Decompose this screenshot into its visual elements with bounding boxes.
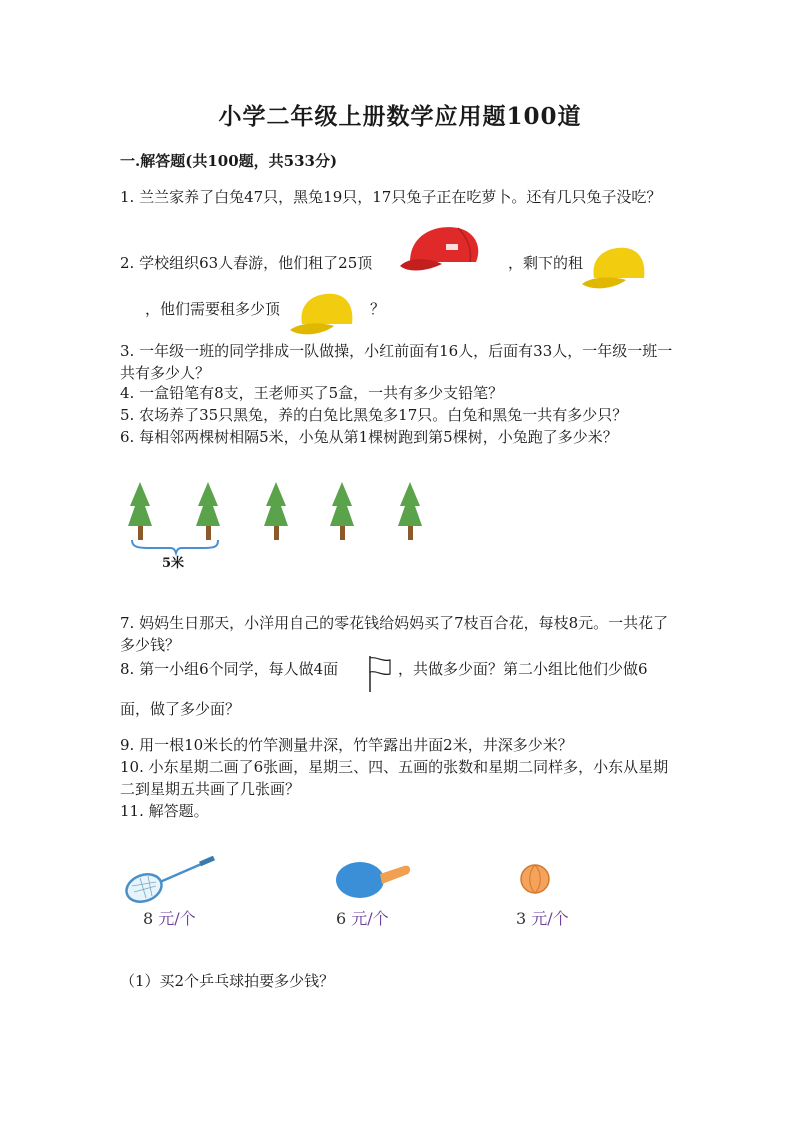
ball-icon <box>518 862 552 896</box>
question-10: 10. 小东星期二画了6张画，星期三、四、五画的张数和星期二同样多，小东从星期二到星期五共画了几张画？ <box>120 758 669 798</box>
question-8-part-2: ，共做多少面？第二小组比他们少做6 <box>398 660 648 678</box>
question-11: 11. 解答题。 <box>120 802 209 820</box>
question-2-part-3: ，他们需要租多少顶 <box>145 300 281 318</box>
price-unit: 元/个 <box>158 909 196 928</box>
question-2-part-2: ，剩下的租 <box>508 254 584 272</box>
price-value: 8 <box>143 909 154 928</box>
question-2-part-4: ？ <box>370 300 386 318</box>
question-3: 3. 一年级一班的同学排成一队做操，小红前面有16人，后面有33人，一年级一班一共有多少人？ <box>120 342 673 382</box>
price-value: 3 <box>516 909 527 928</box>
sub-question-1: （1）买2个乒乓球拍要多少钱？ <box>120 972 335 990</box>
question-7: 7. 妈妈生日那天，小洋用自己的零花钱给妈妈买了7枝百合花，每枝8元。一共花了多少钱？ <box>120 614 669 654</box>
page-title: 小学二年级上册数学应用题100道 <box>218 103 582 130</box>
yellow-cap-icon <box>288 290 354 340</box>
tree-icon <box>330 482 354 540</box>
price-value: 6 <box>336 909 347 928</box>
badminton-racket-icon <box>122 856 218 906</box>
price-unit: 元/个 <box>351 909 389 928</box>
distance-label: 5米 <box>162 556 185 571</box>
question-2-part-1: 2. 学校组织63人春游，他们租了25顶 <box>120 254 373 272</box>
price-ball <box>516 906 569 929</box>
ping-pong-paddle-icon <box>334 858 414 902</box>
price-racket <box>143 906 196 929</box>
tree-icon <box>128 482 152 540</box>
price-unit: 元/个 <box>531 909 569 928</box>
question-8-part-3: 面，做了多少面？ <box>120 700 241 718</box>
question-8-part-1: 8. 第一小组6个同学，每人做4面 <box>120 660 339 678</box>
price-paddle <box>336 906 389 929</box>
yellow-cap-icon <box>580 244 646 294</box>
question-5: 5. 农场养了35只黑兔，养的白兔比黑兔多17只。白兔和黑兔一共有多少只？ <box>120 406 628 424</box>
red-cap-icon <box>396 222 492 280</box>
question-1: 1. 兰兰家养了白兔47只，黑兔19只，17只兔子正在吃萝卜。还有几只兔子没吃？ <box>120 188 662 206</box>
section-heading: 一.解答题(共100题，共533分) <box>120 152 338 170</box>
question-4: 4. 一盒铅笔有8支，王老师买了5盒，一共有多少支铅笔？ <box>120 384 504 402</box>
tree-icon <box>264 482 288 540</box>
tree-icon <box>398 482 422 540</box>
question-9: 9. 用一根10米长的竹竿测量井深，竹竿露出井面2米，井深多少米？ <box>120 736 573 754</box>
tree-icon <box>196 482 220 540</box>
flag-icon <box>366 654 392 694</box>
question-6: 6. 每相邻两棵树相隔5米，小兔从第1棵树跑到第5棵树，小兔跑了多少米？ <box>120 428 618 446</box>
